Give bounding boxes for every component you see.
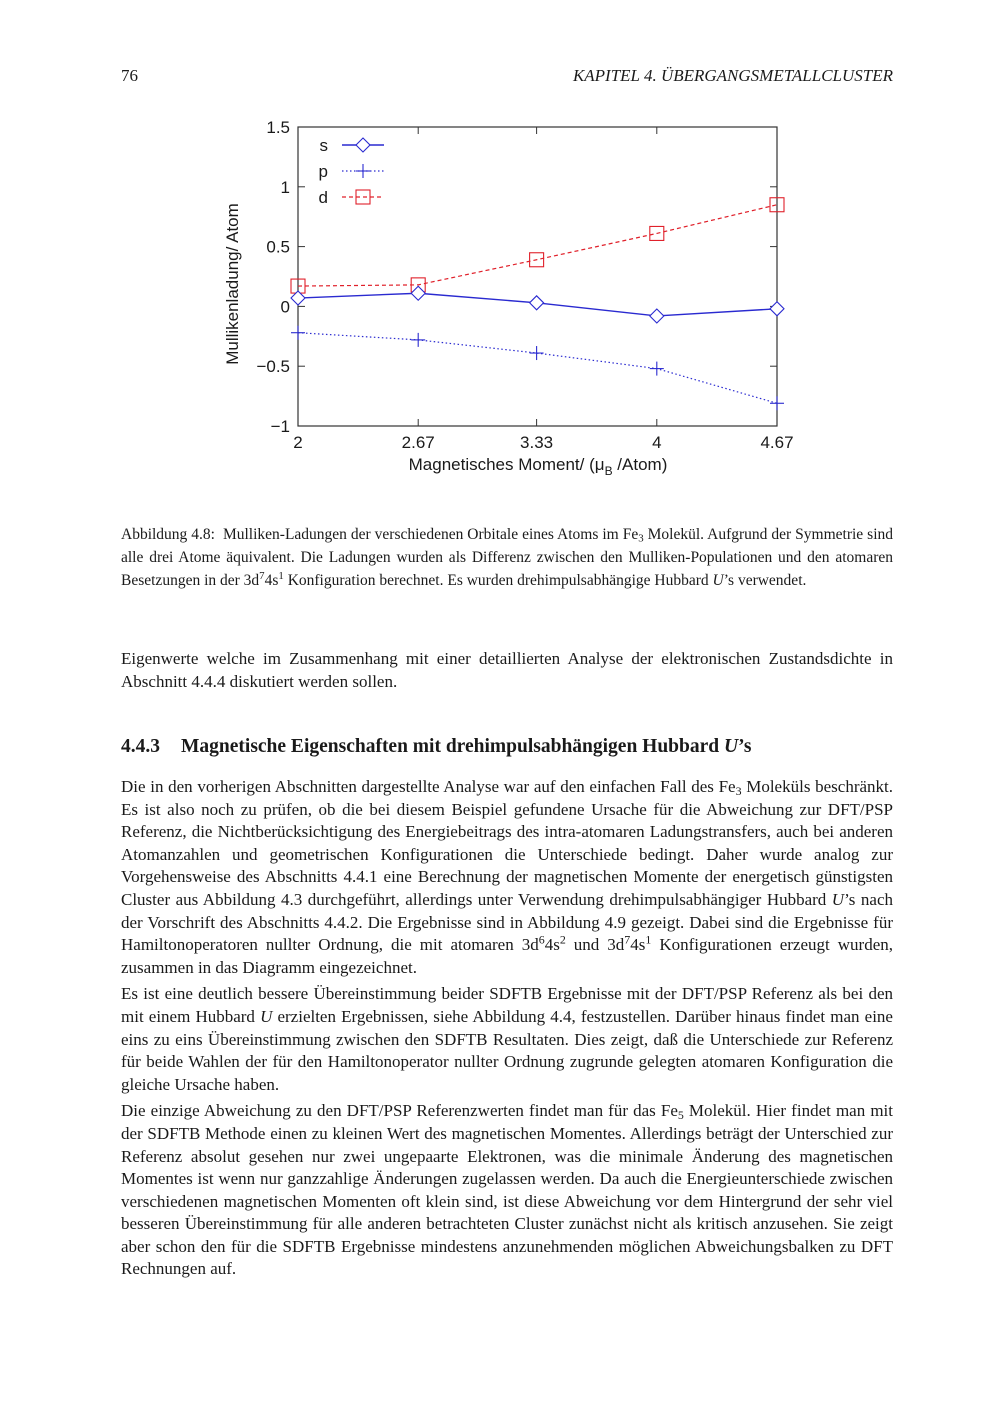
section-number: 4.4.3	[121, 736, 160, 757]
series-p	[291, 326, 784, 411]
x-tick-label: 3.33	[520, 433, 554, 452]
mulliken-charge-chart	[210, 112, 810, 482]
x-axis-label: Magnetisches Moment/ ($\mu_B$ /Atom)	[408, 455, 668, 478]
y-tick-label: −0.5	[256, 357, 290, 377]
chart-axes	[256, 118, 793, 452]
page-number: 76	[121, 66, 138, 85]
legend-label-d: d	[318, 188, 328, 207]
figure-caption: Abbildung 4.8: Mulliken-Ladungen der verschiedenen Orbitale eines Atoms im $Fe_3$ Molekül. Aufgrund der Symmetrie sind alle drei Atome äquivalent. Die Ladungen wurden als Differenz zwischen den Mulliken-Populationen und den atomaren Besetzungen in der $3d^74s^1$ Konfiguration berechnet. Es wurden drehimpulsabhängige Hubbard U’s verwendet.	[121, 526, 894, 589]
y-tick-label: 0	[280, 297, 290, 317]
x-tick-label: 2	[293, 433, 303, 452]
caption-label: Abbildung 4.8:	[121, 526, 215, 543]
chart-legend	[319, 136, 384, 207]
x-tick-label: 2.67	[401, 433, 435, 452]
y-tick-label: 1.5	[266, 118, 290, 137]
y-tick-label: 0.5	[266, 237, 290, 257]
chart-canvas	[210, 112, 810, 482]
paragraph-1: Die in den vorherigen Abschnitten dargestellte Analyse war auf den einfachen Fall des $Fe_3$ Moleküls beschränkt. Es ist also noch zu prüfen, ob die bei diesem Beispiel gefundene Ursache für die Abweichung zur DFT/PSP Referenz, die Nichtberücksichtigung des Energiebeitrags des intra-atomaren Ladungstransfers, auch bei anderen Atomanzahlen und geometrischen Konfigurationen die Unterschiede bedingt. Daher wurde analog zur Vorgehensweise des Abschnitts 4.4.1 eine Berechnung der magnetischen Momente der energetisch günstigsten Cluster aus Abbildung 4.3 durchgeführt, allerdings unter Verwendung drehimpulsabhängiger Hubbard U’s nach der Vorschrift des Abschnitts 4.4.2. Die Ergebnisse sind in Abbildung 4.9 gezeigt. Dabei sind die Ergebnisse für Hamiltonoperatoren nullter Ordnung, die mit atomaren $3d^64s^2$ und $3d^74s^1$ Konfigurationen erzeugt wurden, zusammen in das Diagramm eingezeichnet.	[121, 777, 893, 977]
diamond-marker	[530, 296, 544, 310]
diamond-marker	[650, 309, 664, 323]
chart-series	[291, 198, 784, 411]
plot-frame	[298, 127, 777, 426]
paragraph-intro: Eigenwerte welche im Zusammenhang mit einer detaillierten Analyse der elektronischen Zustandsdichte in Abschnitt 4.4.4 diskutiert werden sollen.	[121, 649, 893, 691]
y-tick-label: −1	[270, 417, 290, 436]
series-line-d	[298, 205, 777, 286]
y-tick-label: 1	[280, 177, 290, 197]
diamond-marker	[770, 302, 784, 316]
y-axis-label: Mullikenladung/ Atom	[223, 203, 242, 365]
diamond-marker	[411, 286, 425, 300]
diamond-marker	[356, 138, 370, 152]
chapter-title: KAPITEL 4. ÜBERGANGSMETALLCLUSTER	[572, 66, 893, 85]
legend-label-s: s	[319, 136, 328, 155]
x-tick-label: 4.67	[760, 433, 794, 452]
section-heading: 4.4.3 Magnetische Eigenschaften mit drehimpulsabhängigen Hubbard U’s	[121, 736, 752, 757]
paragraph-3: Die einzige Abweichung zu den DFT/PSP Referenzwerten findet man für das $Fe_5$ Molekül. Hier findet man mit der SDFTB Methode einen zu kleinen Wert des magnetischen Momentes. Allerdings beträgt der Unterschied zur Referenz absolut gesehen nur zwei ungepaarte Elektronen, was die minimale Änderung des magnetischen Momentes ist wenn nur ganzzahlige Änderungen zugelassen werden. Da auch die Energieunterschiede zwischen verschiedenen magnetischen Momenten oft klein sind, ist diese Abweichung vor dem Hintergrund der sehr viel besseren Übereinstimmung für alle anderen betrachteten Cluster zunächst nicht als kritisch anzusehen. Sie zeigt aber schon den für die SDFTB Ergebnisse mindestens anzunehmenden möglichen Abweichungsbalken zu DFT Rechnungen auf.	[121, 1101, 893, 1279]
series-s	[291, 286, 784, 323]
legend-label-p: p	[318, 162, 328, 181]
paragraph-2: Es ist eine deutlich bessere Übereinstimmung beider SDFTB Ergebnisse mit der DFT/PSP Referenz als bei den mit einem Hubbard U erzielten Ergebnissen, siehe Abbildung 4.4, festzustellen. Darüber hinaus findet man eine eins zu eins Übereinstimmung zwischen den SDFTB Resultaten. Dies zeigt, daß die Unterschiede zur Referenz für beide Wahlen der für den Hamiltonoperator nullter Ordnung zugrunde gelegten atomaren Konfiguration die gleiche Ursache haben.	[121, 984, 893, 1094]
x-tick-label: 4	[652, 433, 662, 452]
series-d	[291, 198, 784, 293]
running-header	[121, 66, 893, 90]
section-body	[121, 776, 893, 1285]
series-line-p	[298, 333, 777, 404]
